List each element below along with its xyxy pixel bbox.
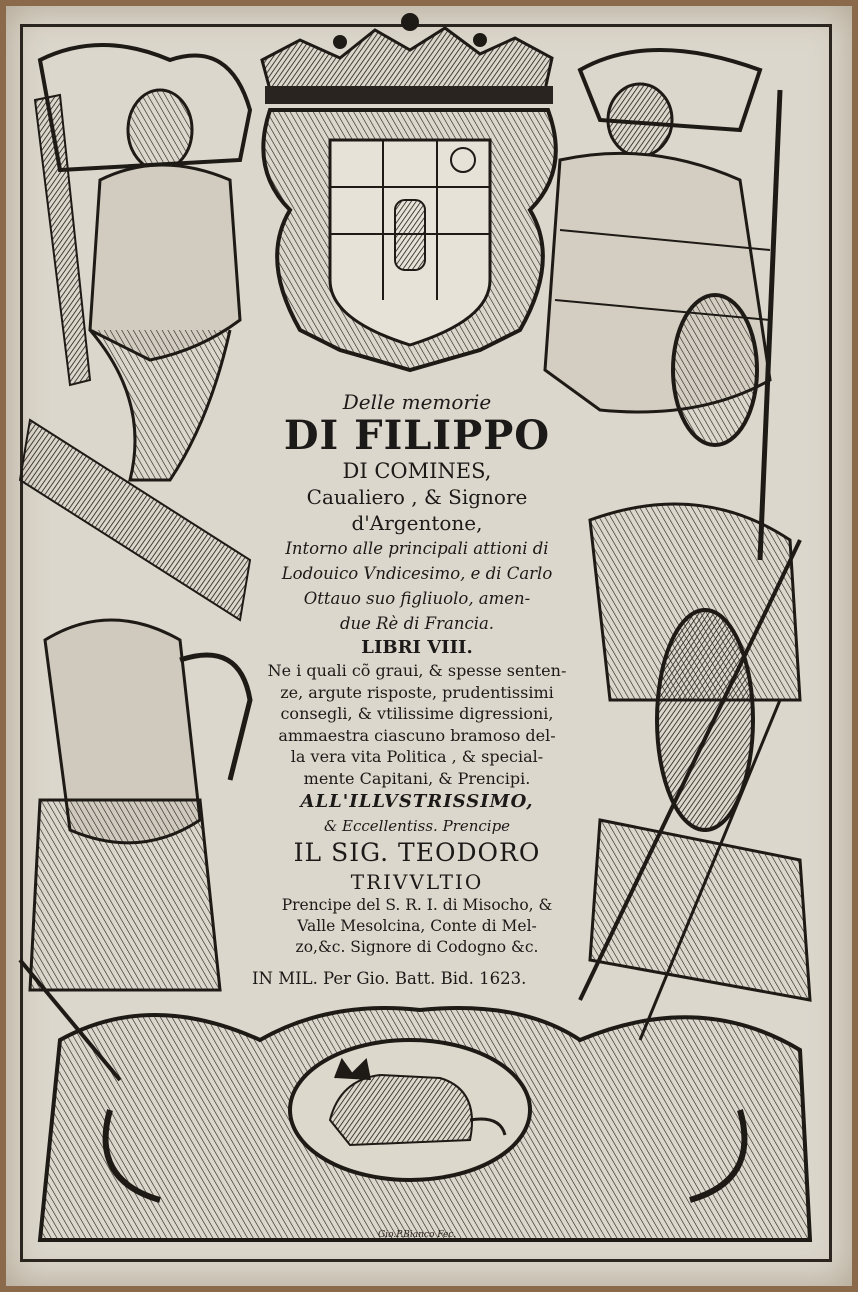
title-line-1: Delle memorie — [342, 390, 492, 414]
imprint: IN MIL. Per Gio. Batt. Bid. 1623. — [252, 969, 527, 988]
title-line-5: d'Argentone, — [351, 511, 483, 535]
dedication-line: & Eccellentiss. Prencipe — [323, 817, 511, 835]
hercules-figure — [35, 45, 250, 480]
engraver-signature: Gio.P.Bianco Fec. — [378, 1230, 457, 1240]
title-line-11: Ne i quali cõ graui, & spesse senten- — [267, 661, 567, 680]
title-text-panel — [252, 380, 582, 998]
title-line-3: DI COMINES, — [342, 459, 492, 483]
title-line-7: Lodouico Vndicesimo, e di Carlo — [281, 564, 553, 583]
title-author-name: DI FILIPPO — [283, 412, 551, 459]
dedicatee-title-2: Valle Mesolcina, Conte di Mel- — [297, 917, 537, 935]
title-line-9: due Rè di Francia. — [339, 614, 495, 633]
dedicatee-title-3: zo,&c. Signore di Codogno &c. — [295, 938, 539, 956]
dedicatee-title-1: Prencipe del S. R. I. di Misocho, & — [281, 896, 553, 914]
right-trophy-of-arms — [580, 504, 810, 1040]
crown-icon — [262, 13, 553, 104]
title-line-4: Caualiero , & Signore — [306, 485, 528, 509]
title-books-count: LIBRI VIII. — [361, 637, 473, 658]
title-line-8: Ottauo suo figliuolo, amen- — [303, 589, 531, 608]
coat-of-arms-icon — [263, 110, 555, 370]
title-line-13: consegli, & vtilissime digressioni, — [280, 704, 554, 723]
dedicatee-name: IL SIG. TEODORO — [293, 838, 541, 867]
title-line-15: la vera vita Politica , & special- — [290, 747, 544, 766]
dedication-heading: ALL'ILLVSTRISSIMO, — [300, 791, 534, 812]
left-trophy-of-arms — [20, 420, 250, 1080]
title-line-6: Intorno alle principali attioni di — [285, 539, 549, 558]
dedicatee-surname: TRIVVLTIO — [350, 870, 484, 894]
title-line-12: ze, argute risposte, prudentissimi — [280, 682, 554, 702]
title-line-16: mente Capitani, & Prencipi. — [303, 768, 531, 788]
title-line-14: ammaestra ciascuno bramoso del- — [278, 725, 556, 745]
